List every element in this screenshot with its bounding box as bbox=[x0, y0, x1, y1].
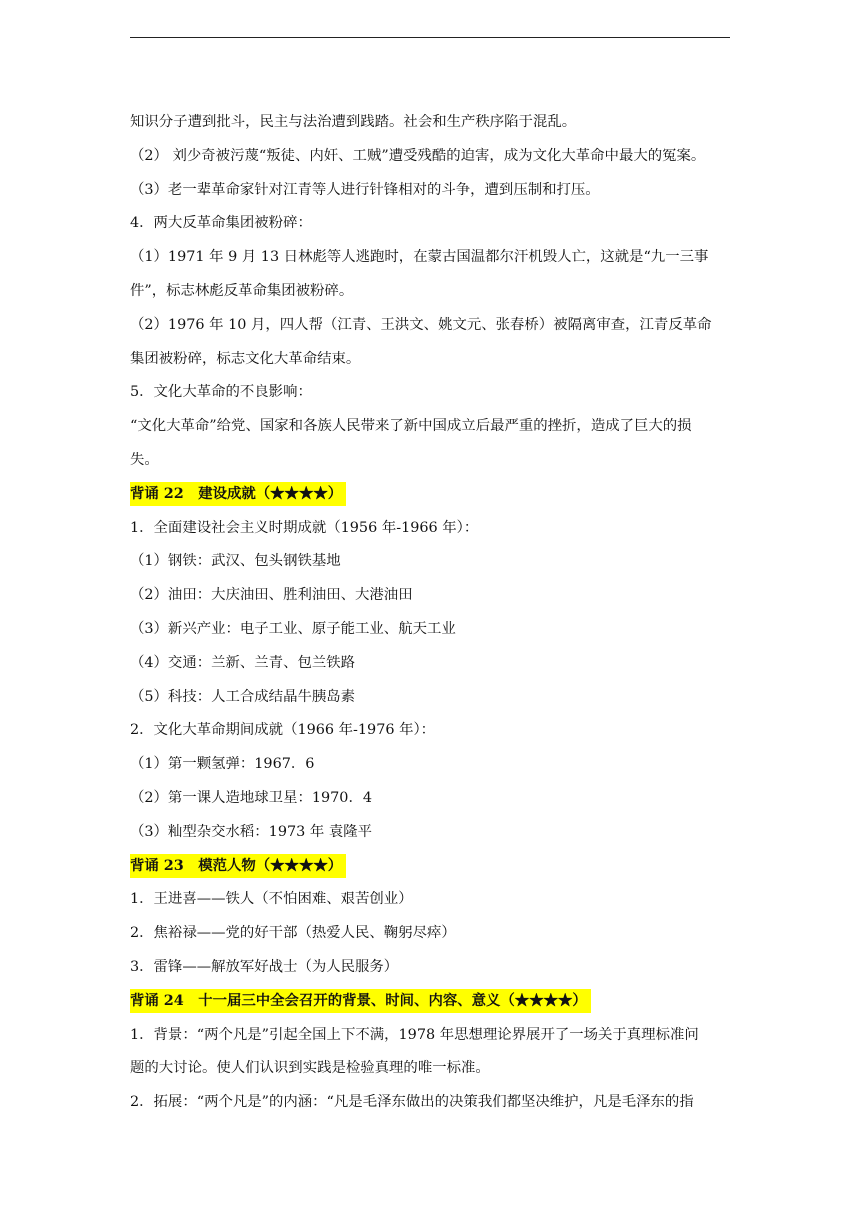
section-heading-label: 背诵 23 模范人物（★★★★） bbox=[130, 854, 346, 878]
section-heading bbox=[130, 985, 730, 1019]
text-line: （1）钢铁：武汉、包头钢铁基地 bbox=[130, 553, 341, 570]
text-line: 1．全面建设社会主义时期成就（1956 年-1966 年）： bbox=[130, 519, 479, 536]
section-heading bbox=[130, 850, 730, 884]
text-line: “文化大革命”给党、国家和各族人民带来了新中国成立后最严重的挫折，造成了巨大的损 bbox=[130, 418, 692, 435]
text-line: 2．焦裕禄——党的好干部（热爱人民、鞠躬尽瘁） bbox=[130, 925, 456, 942]
text-line: 题的大讨论。使人们认识到实践是检验真理的唯一标准。 bbox=[130, 1060, 490, 1077]
text-line: 件”，标志林彪反革命集团被粉碎。 bbox=[130, 282, 354, 299]
text-line: （3）新兴产业：电子工业、原子能工业、航天工业 bbox=[130, 620, 456, 637]
text-line: （4）交通：兰新、兰青、包兰铁路 bbox=[130, 654, 356, 671]
text-line: 集团被粉碎，标志文化大革命结束。 bbox=[130, 350, 361, 367]
text-line: 4．两大反革命集团被粉碎： bbox=[130, 215, 312, 232]
text-line: 2．拓展：“两个凡是”的内涵：“凡是毛泽东做出的决策我们都坚决维护，凡是毛泽东的指 bbox=[130, 1094, 694, 1111]
section-heading-label: 背诵 24 十一届三中全会召开的背景、时间、内容、意义（★★★★） bbox=[130, 989, 591, 1013]
text-line: 失。 bbox=[130, 451, 159, 468]
text-line: （1）1971 年 9 月 13 日林彪等人逃跑时，在蒙古国温都尔汗机毁人亡，这就是“九一三事 bbox=[130, 249, 709, 266]
document-body bbox=[130, 106, 730, 1120]
text-line: （2）1976 年 10 月，四人帮（江青、王洪文、姚文元、张春桥）被隔离审查，江青反革命 bbox=[130, 316, 712, 333]
text-line: （1）第一颗氢弹：1967．6 bbox=[130, 756, 315, 773]
text-line: 知识分子遭到批斗，民主与法治遭到践踏。社会和生产秩序陷于混乱。 bbox=[130, 114, 577, 130]
text-line: （2）第一课人造地球卫星：1970．4 bbox=[130, 789, 373, 806]
text-line: 1．背景：“两个凡是”引起全国上下不满，1978 年思想理论界展开了一场关于真理标准问 bbox=[130, 1026, 699, 1043]
text-line: 2．文化大革命期间成就（1966 年-1976 年）： bbox=[130, 722, 436, 739]
text-line: （3）老一辈革命家针对江青等人进行针锋相对的斗争，遭到压制和打压。 bbox=[130, 181, 600, 198]
text-line: （2）油田：大庆油田、胜利油田、大港油田 bbox=[130, 587, 413, 604]
text-line: （2） 刘少奇被污蔑“叛徒、内奸、工贼”遭受残酷的迫害，成为文化大革命中最大的冤案。 bbox=[130, 147, 706, 164]
text-line: 1．王进喜——铁人（不怕困难、艰苦创业） bbox=[130, 891, 413, 908]
header-rule bbox=[130, 37, 730, 38]
text-line: （5）科技：人工合成结晶牛胰岛素 bbox=[130, 688, 356, 705]
text-line: 3．雷锋——解放军好战士（为人民服务） bbox=[130, 958, 399, 975]
text-line: （3）籼型杂交水稻：1973 年 袁隆平 bbox=[130, 823, 373, 840]
section-heading bbox=[130, 478, 730, 512]
text-line: 5．文化大革命的不良影响： bbox=[130, 384, 312, 401]
section-heading-label: 背诵 22 建设成就（★★★★） bbox=[130, 482, 346, 506]
